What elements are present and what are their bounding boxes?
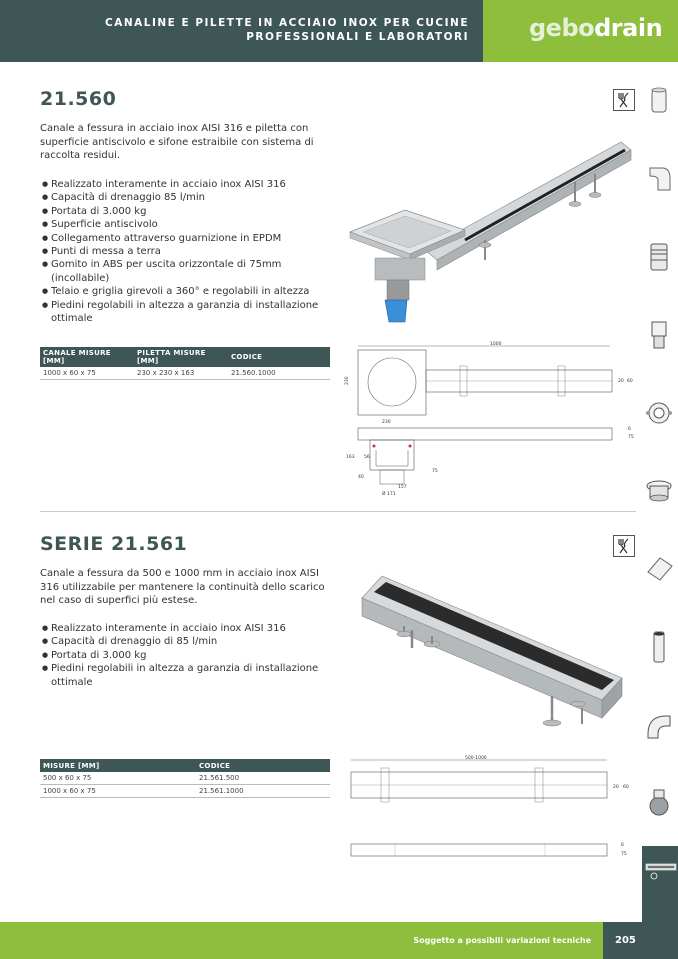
svg-text:6: 6 xyxy=(621,843,624,848)
feature-item: ● Portata di 3.000 kg xyxy=(42,649,342,662)
section1-spec-table xyxy=(40,347,330,380)
table-header: MISURE [MM] xyxy=(40,759,196,772)
svg-text:20: 20 xyxy=(618,379,624,384)
feature-item: ● Realizzato interamente in acciaio inox AISI 316 xyxy=(42,178,342,191)
feature-item: ● Superficie antiscivolo xyxy=(42,218,342,231)
svg-text:230: 230 xyxy=(382,420,391,425)
pipe-elbow-icon[interactable] xyxy=(642,162,676,196)
footer-bar xyxy=(0,922,603,959)
footer-disclaimer: Soggetto a possibili variazioni tecniche xyxy=(413,936,591,945)
section2-technical-drawing xyxy=(345,752,640,862)
svg-text:20: 20 xyxy=(613,785,619,790)
section1-title: 21.560 xyxy=(40,88,117,110)
svg-text:Ø 171: Ø 171 xyxy=(382,492,396,497)
page-number: 205 xyxy=(615,935,636,946)
pipe-bend-icon[interactable] xyxy=(642,708,676,742)
feature-item: ● Portata di 3.000 kg xyxy=(42,205,342,218)
table-row: 500 x 60 x 75 21.561.500 xyxy=(40,772,330,785)
channel-drain-section-image xyxy=(352,568,632,738)
table-header: CANALE MISURE [MM] xyxy=(40,347,134,367)
valve-icon[interactable] xyxy=(642,786,676,820)
svg-text:56: 56 xyxy=(364,455,370,460)
straight-pipe-icon[interactable] xyxy=(642,630,676,664)
drain-elbow-icon[interactable] xyxy=(642,552,676,586)
active-category-tab[interactable] xyxy=(642,846,678,922)
svg-text:500-1000: 500-1000 xyxy=(465,756,487,761)
threaded-coupling-icon[interactable] xyxy=(642,240,676,274)
feature-item: ● Telaio e griglia girevoli a 360° e regolabili in altezza xyxy=(42,285,342,298)
feature-item: ● Piedini regolabili in altezza a garanzia di installazione ottimale xyxy=(42,662,342,689)
table-header: CODICE xyxy=(196,759,330,772)
svg-text:230: 230 xyxy=(345,376,350,385)
kitchen-cutlery-icon xyxy=(613,89,635,111)
feature-item: ● Gomito in ABS per uscita orizzontale di 75mm (incollabile) xyxy=(42,258,342,285)
svg-text:157: 157 xyxy=(398,485,407,490)
svg-text:40: 40 xyxy=(358,475,364,480)
table-row: 1000 x 60 x 75 21.561.1000 xyxy=(40,785,330,798)
section1-technical-drawing xyxy=(340,340,640,500)
section1-description: Canale a fessura in acciaio inox AISI 316 e piletta con superficie antiscivolo e sifone estraibile con sistema di raccolta residui. xyxy=(40,123,314,162)
section2-spec-table xyxy=(40,759,330,798)
section1-feature-list xyxy=(42,178,342,325)
channel-drain-icon xyxy=(642,846,678,886)
feature-item: ● Collegamento attraverso guarnizione in EPDM xyxy=(42,232,342,245)
flange-icon[interactable] xyxy=(642,474,676,508)
table-header: CODICE xyxy=(228,347,330,367)
svg-text:60: 60 xyxy=(627,379,633,384)
svg-text:75: 75 xyxy=(621,852,627,857)
header-bar xyxy=(0,0,483,62)
gebodrain-logo: gebodrain xyxy=(529,14,663,42)
header-title-line2: PROFESSIONALI E LABORATORI xyxy=(246,31,469,43)
svg-text:75: 75 xyxy=(432,469,438,474)
feature-item: ● Piedini regolabili in altezza a garanzia di installazione ottimale xyxy=(42,299,342,326)
feature-item: ● Capacità di drenaggio 85 l/min xyxy=(42,191,342,204)
svg-text:1000: 1000 xyxy=(490,342,502,347)
pipe-adapter-icon[interactable] xyxy=(642,318,676,352)
header-title-line1: CANALINE E PILETTE IN ACCIAIO INOX PER CUCINE xyxy=(105,17,469,29)
section2-description: Canale a fessura da 500 e 1000 mm in acciaio inox AISI 316 utilizzabile per mantenere la continuità dello scarico nel caso di superfici più estese. xyxy=(40,568,325,607)
section-divider xyxy=(40,511,636,512)
section2-feature-list xyxy=(42,622,342,689)
feature-item: ● Capacità di drenaggio di 85 l/min xyxy=(42,635,342,648)
kitchen-cutlery-icon xyxy=(613,535,635,557)
svg-text:60: 60 xyxy=(623,785,629,790)
svg-text:6: 6 xyxy=(628,427,631,432)
feature-item: ● Realizzato interamente in acciaio inox AISI 316 xyxy=(42,622,342,635)
svg-text:163: 163 xyxy=(346,455,355,460)
pipe-sleeve-icon[interactable] xyxy=(642,84,676,118)
pipe-clamp-icon[interactable] xyxy=(642,396,676,430)
brand-panel xyxy=(483,0,678,62)
table-header: PILETTA MISURE [MM] xyxy=(134,347,228,367)
page-number-box xyxy=(603,922,678,959)
table-row: 1000 x 60 x 75 230 x 230 x 163 21.560.1000 xyxy=(40,367,330,380)
channel-drain-with-gully-image xyxy=(345,132,637,332)
feature-item: ● Punti di messa a terra xyxy=(42,245,342,258)
svg-text:75: 75 xyxy=(628,435,634,440)
catalog-section-title xyxy=(105,16,469,44)
section2-title: SERIE 21.561 xyxy=(40,533,188,555)
